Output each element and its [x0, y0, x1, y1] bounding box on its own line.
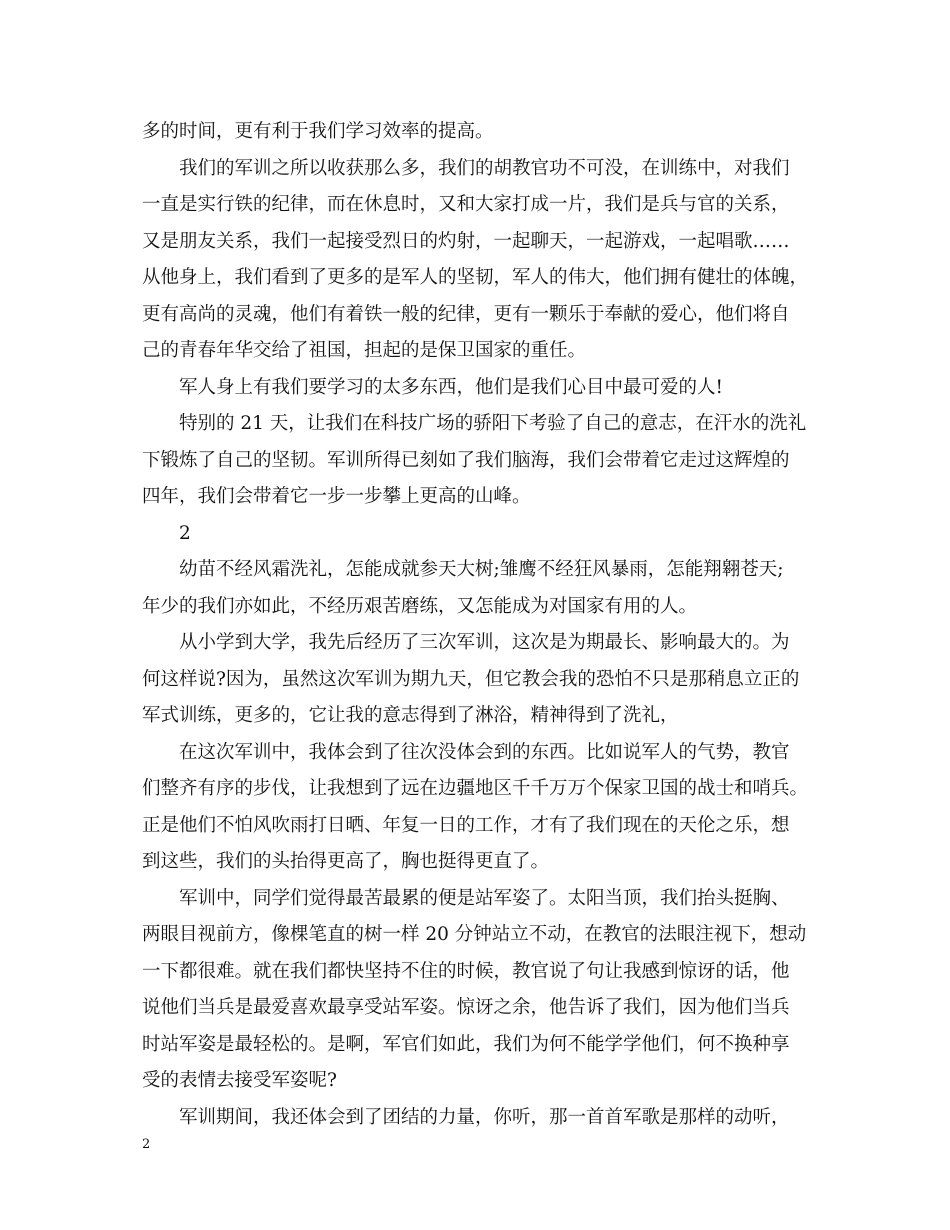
text-line: 们整齐有序的步伐，让我想到了远在边疆地区千千万万个保家卫国的战士和哨兵。	[142, 778, 809, 799]
text-line: 说他们当兵是最爱喜欢最享受站军姿。惊讶之余，他告诉了我们，因为他们当兵	[142, 997, 790, 1018]
text-line: 受的表情去接受军姿呢?	[142, 1070, 337, 1091]
section-number: 2	[179, 522, 191, 544]
paragraph-start-line: 我们的军训之所以收获那么多，我们的胡教官功不可没，在训练中，对我们	[179, 157, 790, 179]
paragraph-start-line: 军训期间，我还体会到了团结的力量，你听，那一首首军歌是那样的动听，	[179, 1106, 790, 1128]
text-line: 时站军姿是最轻松的。是啊，军官们如此，我们为何不能学学他们，何不换种享	[142, 1033, 790, 1055]
paragraph-start-line: 在这次军训中，我体会到了往次没体会到的东西。比如说军人的气势，教官	[179, 741, 790, 763]
text-line: 到这些，我们的头抬得更高了，胸也挺得更直了。	[142, 851, 550, 872]
text-line: 一直是实行铁的纪律，而在休息时，又和大家打成一片，我们是兵与官的关系，	[142, 194, 790, 215]
text-line: 己的青春年华交给了祖国，担起的是保卫国家的重任。	[142, 340, 587, 361]
paragraph-start-line: 幼苗不经风霜洗礼，怎能成就参天大树;雏鹰不经狂风暴雨，怎能翔翱苍天;	[179, 559, 784, 580]
text-line: 一下都很难。就在我们都快坚持不住的时候，教官说了句让我感到惊讶的话，他	[142, 960, 790, 982]
text-line: 下锻炼了自己的坚韧。军训所得已刻如了我们脑海，我们会带着它走过这辉煌的	[142, 449, 790, 471]
text-line: 从他身上，我们看到了更多的是军人的坚韧，军人的伟大，他们拥有健壮的体魄，	[142, 267, 809, 288]
text-line: 年少的我们亦如此，不经历艰苦磨练，又怎能成为对国家有用的人。	[142, 595, 698, 617]
document-body	[142, 114, 812, 1136]
paragraph-start-line: 特别的 21 天，让我们在科技广场的骄阳下考验了自己的意志，在汗水的洗礼	[179, 413, 807, 434]
text-line: 又是朋友关系，我们一起接受烈日的灼射，一起聊天，一起游戏，一起唱歌……	[142, 230, 790, 252]
text-line: 多的时间，更有利于我们学习效率的提高。	[142, 121, 494, 142]
text-line: 军式训练，更多的，它让我的意志得到了淋浴，精神得到了洗礼，	[142, 705, 679, 726]
page-number: 2	[142, 1137, 151, 1152]
text-line: 更有高尚的灵魂，他们有着铁一般的纪律，更有一颗乐于奉献的爱心，他们将自	[142, 303, 790, 325]
text-line: 何这样说?因为，虽然这次军训为期九天，但它教会我的恐怕不只是那稍息立正的	[142, 668, 800, 690]
text-line: 正是他们不怕风吹雨打日晒、年复一日的工作，才有了我们现在的天伦之乐，想	[142, 814, 790, 836]
paragraph-start-line: 军训中，同学们觉得最苦最累的便是站军姿了。太阳当顶，我们抬头挺胸、	[179, 887, 790, 909]
paragraph-start-line: 军人身上有我们要学习的太多东西，他们是我们心目中最可爱的人!	[179, 376, 723, 398]
text-line: 四年，我们会带着它一步一步攀上更高的山峰。	[142, 486, 531, 507]
paragraph-start-line: 从小学到大学，我先后经历了三次军训，这次是为期最长、影响最大的。为	[179, 632, 790, 653]
text-line: 两眼目视前方，像棵笔直的树一样 20 分钟站立不动，在教官的法眼注视下，想动	[142, 924, 807, 945]
